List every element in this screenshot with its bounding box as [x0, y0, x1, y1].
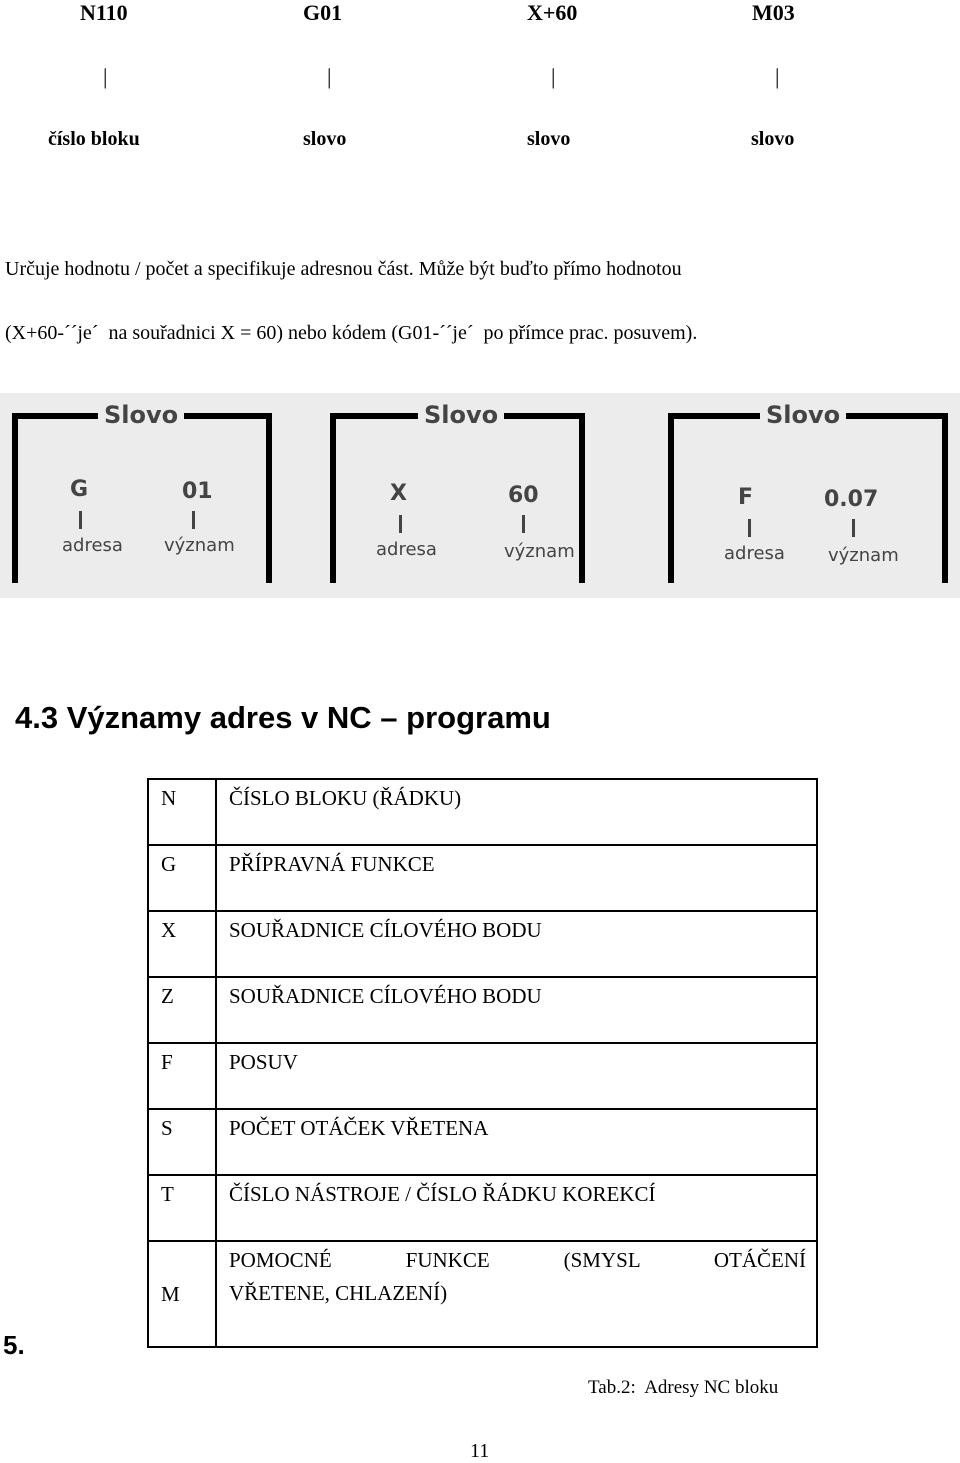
paragraph-line-1: Určuje hodnotu / počet a specifikuje adresnou část. Může být buďto přímo hodnotou	[5, 258, 682, 280]
table-value-line-2: VŘETENE, CHLAZENÍ)	[229, 1281, 448, 1305]
table-value: POSUV	[216, 1043, 817, 1109]
block-word-x60: X+60	[527, 0, 578, 25]
block-word-m03: M03	[752, 0, 795, 25]
paragraph-line-2: (X+60-´´je´ na souřadnici X = 60) nebo kódem (G01-´´je´ po přímce prac. posuvem).	[5, 322, 698, 344]
word-box-g	[12, 401, 272, 583]
value-label: význam	[164, 535, 235, 556]
address-label: adresa	[376, 539, 437, 560]
separator-4: |	[775, 64, 780, 89]
separator-3: |	[551, 64, 556, 89]
value-tick	[852, 519, 855, 537]
table-value	[216, 1241, 817, 1347]
label-word-2: slovo	[527, 128, 571, 150]
box-address: G	[70, 477, 89, 502]
table-row	[148, 1043, 817, 1109]
box-title: Slovo	[418, 401, 504, 429]
box-value: 60	[508, 483, 539, 508]
table-key: M	[148, 1241, 216, 1347]
box-value: 01	[182, 479, 213, 504]
table-key: F	[148, 1043, 216, 1109]
table-value: ČÍSLO BLOKU (ŘÁDKU)	[216, 779, 817, 845]
label-block-number: číslo bloku	[48, 128, 140, 150]
table-row	[148, 1109, 817, 1175]
address-tick	[399, 515, 402, 533]
table-row	[148, 911, 817, 977]
separator-1: |	[103, 64, 108, 89]
address-label: adresa	[62, 535, 123, 556]
separator-2: |	[327, 64, 332, 89]
address-table	[147, 778, 818, 1348]
table-caption: Tab.2: Adresy NC bloku	[588, 1377, 779, 1398]
table-key: S	[148, 1109, 216, 1175]
table-row	[148, 845, 817, 911]
page-number: 11	[470, 1440, 490, 1462]
table-row	[148, 1241, 817, 1347]
block-word-n110: N110	[80, 0, 128, 25]
table-value: ČÍSLO NÁSTROJE / ČÍSLO ŘÁDKU KOREKCÍ	[216, 1175, 817, 1241]
table-key: Z	[148, 977, 216, 1043]
value-label: význam	[504, 541, 575, 562]
chapter-number: 5.	[3, 1330, 25, 1360]
table-key: G	[148, 845, 216, 911]
value-tick	[192, 511, 195, 529]
table-row	[148, 779, 817, 845]
block-word-g01: G01	[303, 0, 343, 25]
section-heading: 4.3 Významy adres v NC – programu	[15, 700, 551, 735]
box-title: Slovo	[98, 401, 184, 429]
table-value: POČET OTÁČEK VŘETENA	[216, 1109, 817, 1175]
table-key: T	[148, 1175, 216, 1241]
table-key: X	[148, 911, 216, 977]
label-word-3: slovo	[751, 128, 795, 150]
table-value: SOUŘADNICE CÍLOVÉHO BODU	[216, 977, 817, 1043]
box-address: F	[738, 485, 754, 510]
table-value-line-1: POMOCNÉ FUNKCE (SMYSL OTÁČENÍ	[229, 1248, 806, 1272]
label-word-1: slovo	[303, 128, 347, 150]
address-label: adresa	[724, 543, 785, 564]
table-value: SOUŘADNICE CÍLOVÉHO BODU	[216, 911, 817, 977]
box-value: 0.07	[824, 487, 879, 512]
value-tick	[522, 515, 525, 533]
table-value: PŘÍPRAVNÁ FUNKCE	[216, 845, 817, 911]
table-key: N	[148, 779, 216, 845]
table-row	[148, 977, 817, 1043]
word-box-f	[668, 401, 948, 583]
box-address: X	[390, 481, 407, 506]
address-tick	[748, 519, 751, 537]
word-box-x	[330, 401, 585, 583]
table-row	[148, 1175, 817, 1241]
word-structure-figure	[0, 393, 960, 598]
address-tick	[79, 511, 82, 529]
value-label: význam	[828, 545, 899, 566]
box-title: Slovo	[760, 401, 846, 429]
